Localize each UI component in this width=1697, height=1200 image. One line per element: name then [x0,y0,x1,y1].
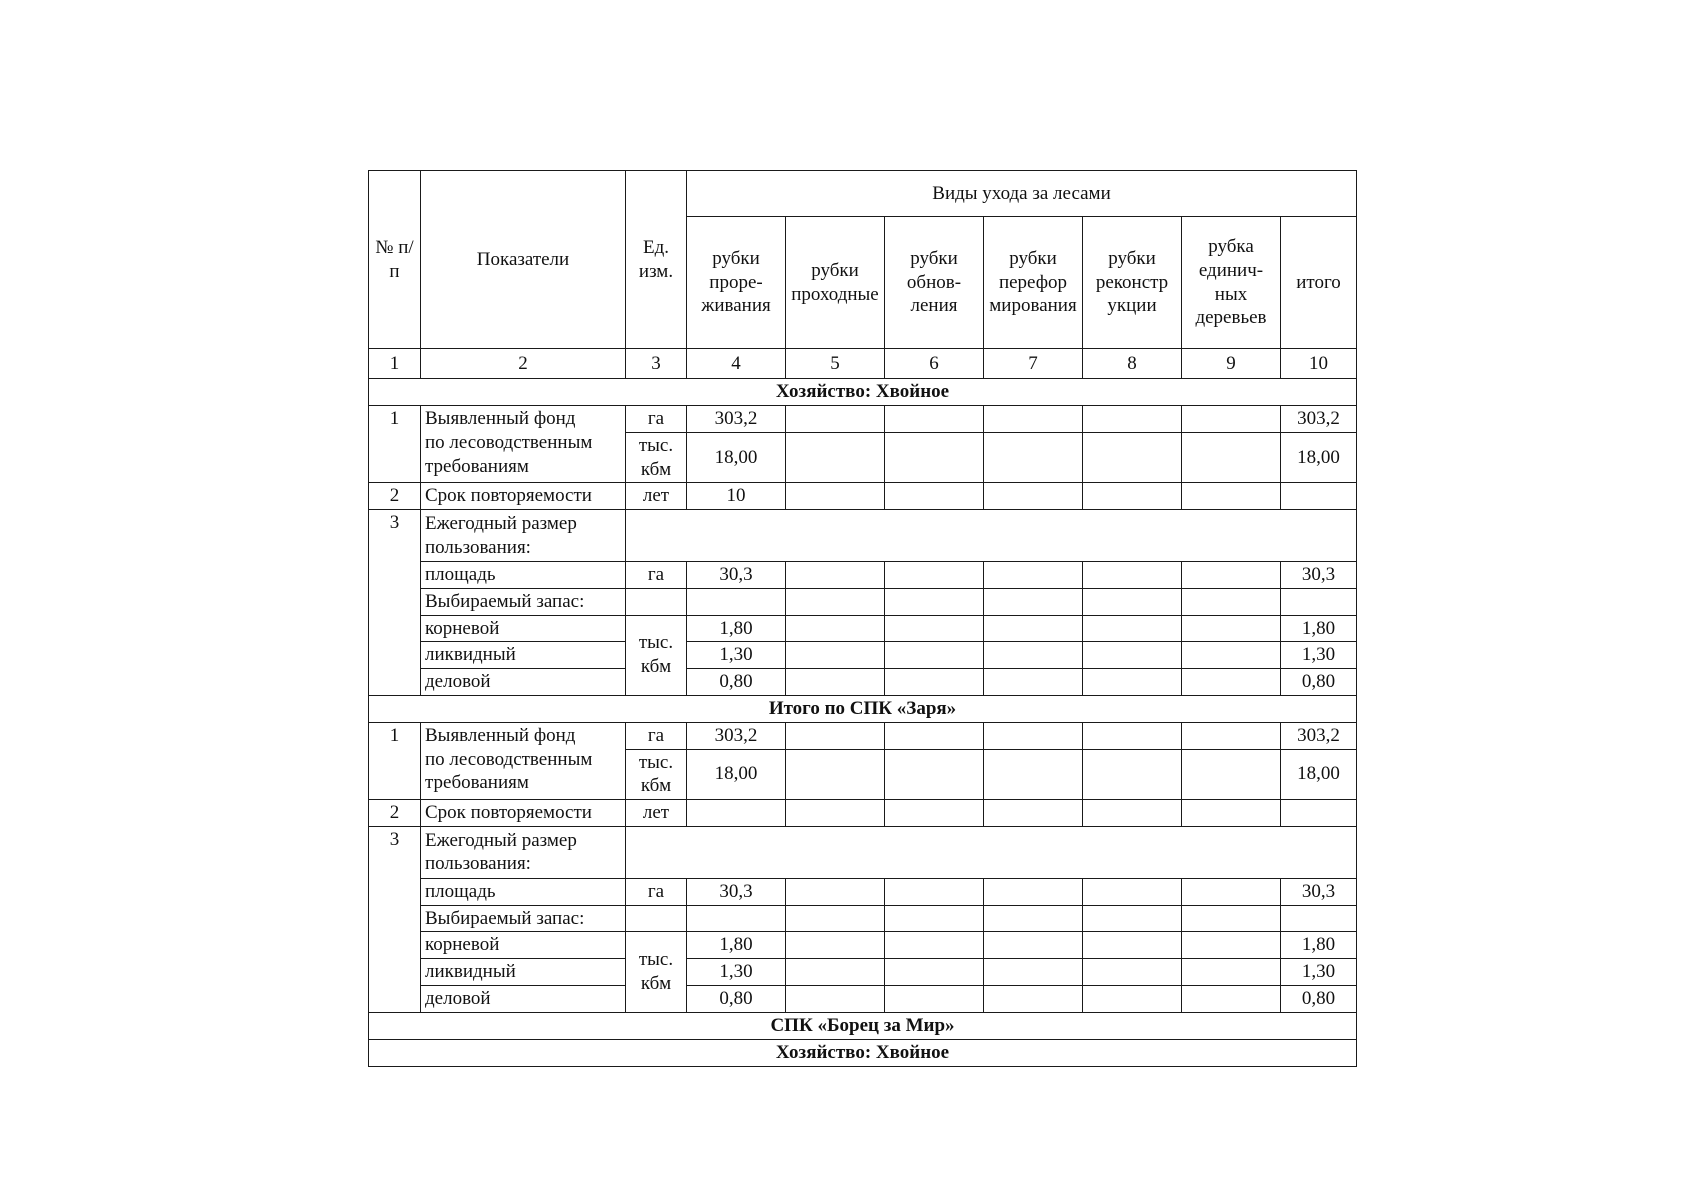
total-cell: 30,3 [1281,878,1357,905]
empty-cell [1281,800,1357,827]
empty-cell [1083,432,1182,483]
row-number: 2 [369,483,421,510]
value-cell: 1,80 [687,615,786,642]
empty-cell [786,669,885,696]
empty-cell [1182,985,1281,1012]
empty-cell [626,588,687,615]
empty-cell [1182,615,1281,642]
empty-cell [1182,800,1281,827]
unit-cell: лет [626,800,687,827]
unit-cell: лет [626,483,687,510]
empty-cell [1083,905,1182,932]
empty-cell [1083,800,1182,827]
column-number: 4 [687,349,786,379]
empty-cell [786,749,885,800]
indicator-business: деловой [421,985,626,1012]
unit-cell: га [626,878,687,905]
empty-cell [984,800,1083,827]
row-number: 3 [369,510,421,696]
indicator-area: площадь [421,562,626,589]
unit-cell: га [626,562,687,589]
total-cell: 30,3 [1281,562,1357,589]
indicator-fund [421,722,626,799]
indicator-fund-line1: Выявленный фонд [425,408,576,429]
row-number: 1 [369,406,421,483]
empty-cell [687,905,786,932]
unit-cell: тыс. кбм [626,749,687,800]
empty-cell [984,932,1083,959]
empty-cell [984,406,1083,433]
total-cell: 0,80 [1281,985,1357,1012]
empty-cell [786,932,885,959]
indicator-business: деловой [421,669,626,696]
unit-cell: тыс. кбм [626,432,687,483]
empty-cell [786,588,885,615]
indicator-annual: Ежегодный размер пользования: [421,826,626,878]
empty-cell [786,722,885,749]
value-cell: 0,80 [687,985,786,1012]
empty-cell [687,588,786,615]
empty-cell [885,985,984,1012]
indicator-fund-line3: требованиям [425,455,529,477]
empty-cell [984,878,1083,905]
header-type: рубки проходные [786,217,885,349]
empty-cell [1083,642,1182,669]
empty-cell [885,669,984,696]
empty-cell [984,959,1083,986]
indicator-root: корневой [421,615,626,642]
indicator-fund-line2: по лесоводственным [425,431,593,453]
empty-cell [885,588,984,615]
value-cell [687,800,786,827]
indicator-root: корневой [421,932,626,959]
empty-cell [1182,722,1281,749]
header-unit: Ед. изм. [626,171,687,349]
indicator-stock: Выбираемый запас: [421,588,626,615]
indicator-repeat: Срок повторяемости [421,483,626,510]
empty-cell [1083,959,1182,986]
column-number: 7 [984,349,1083,379]
empty-cell [1281,483,1357,510]
empty-cell [885,749,984,800]
header-num: № п/п [369,171,421,349]
empty-cell [1083,483,1182,510]
empty-cell [1182,432,1281,483]
header-type: итого [1281,217,1357,349]
value-cell: 1,30 [687,642,786,669]
column-number: 8 [1083,349,1182,379]
empty-cell [786,406,885,433]
forest-care-table [368,170,1357,1067]
section-title: СПК «Борец за Мир» [369,1012,1357,1039]
empty-cell [885,905,984,932]
empty-cell [1182,749,1281,800]
empty-cell [1182,642,1281,669]
empty-span-cell [626,510,1357,562]
column-number: 1 [369,349,421,379]
empty-cell [885,800,984,827]
section-title: Хозяйство: Хвойное [369,1039,1357,1066]
value-cell: 18,00 [687,749,786,800]
empty-cell [786,642,885,669]
value-cell: 1,80 [687,932,786,959]
empty-cell [984,669,1083,696]
empty-cell [984,722,1083,749]
section-title: Хозяйство: Хвойное [369,379,1357,406]
empty-cell [1182,878,1281,905]
empty-cell [1182,932,1281,959]
total-cell: 303,2 [1281,406,1357,433]
unit-cell: га [626,722,687,749]
column-number: 5 [786,349,885,379]
column-number: 3 [626,349,687,379]
empty-cell [1182,588,1281,615]
value-cell: 303,2 [687,406,786,433]
empty-cell [1182,905,1281,932]
empty-cell [1182,406,1281,433]
empty-cell [984,642,1083,669]
value-cell: 18,00 [687,432,786,483]
indicator-liquid: ликвидный [421,642,626,669]
header-indicators: Показатели [421,171,626,349]
empty-cell [786,432,885,483]
empty-cell [885,562,984,589]
empty-cell [1083,562,1182,589]
indicator-liquid: ликвидный [421,959,626,986]
total-cell: 1,30 [1281,642,1357,669]
empty-cell [1083,932,1182,959]
indicator-fund-line1: Выявленный фонд [425,724,576,746]
empty-cell [885,642,984,669]
empty-cell [984,905,1083,932]
total-cell: 18,00 [1281,432,1357,483]
empty-cell [885,615,984,642]
empty-cell [1083,985,1182,1012]
row-number: 2 [369,800,421,827]
empty-cell [1083,406,1182,433]
empty-cell [984,483,1083,510]
empty-cell [1083,669,1182,696]
empty-cell [1182,562,1281,589]
empty-cell [885,878,984,905]
empty-cell [786,905,885,932]
unit-cell: тыс. кбм [626,932,687,1012]
unit-cell: га [626,406,687,433]
header-type: рубки проре-живания [687,217,786,349]
indicator-area: площадь [421,878,626,905]
value-cell: 1,30 [687,959,786,986]
empty-cell [885,432,984,483]
empty-cell [786,878,885,905]
empty-cell [984,432,1083,483]
header-group: Виды ухода за лесами [687,171,1357,217]
empty-cell [1182,483,1281,510]
column-number: 10 [1281,349,1357,379]
empty-cell [786,959,885,986]
header-type: рубка единич-ных деревьев [1182,217,1281,349]
total-cell: 1,80 [1281,615,1357,642]
empty-cell [1281,588,1357,615]
empty-cell [1083,878,1182,905]
value-cell: 0,80 [687,669,786,696]
empty-cell [984,985,1083,1012]
empty-span-cell [626,826,1357,878]
empty-cell [1281,905,1357,932]
empty-cell [1083,588,1182,615]
empty-cell [984,562,1083,589]
empty-cell [984,749,1083,800]
indicator-fund-line2: по лесоводственным [425,748,593,770]
row-number: 3 [369,826,421,1012]
empty-cell [885,722,984,749]
value-cell: 10 [687,483,786,510]
header-type: рубки обнов-ления [885,217,984,349]
empty-cell [1083,615,1182,642]
column-number: 6 [885,349,984,379]
empty-cell [885,406,984,433]
empty-cell [626,905,687,932]
empty-cell [984,615,1083,642]
value-cell: 30,3 [687,878,786,905]
empty-cell [1083,749,1182,800]
header-type: рубки перефор мирования [984,217,1083,349]
indicator-stock: Выбираемый запас: [421,905,626,932]
empty-cell [786,985,885,1012]
column-number: 9 [1182,349,1281,379]
total-cell: 303,2 [1281,722,1357,749]
total-cell: 18,00 [1281,749,1357,800]
empty-cell [786,483,885,510]
total-cell: 1,30 [1281,959,1357,986]
empty-cell [786,562,885,589]
value-cell: 303,2 [687,722,786,749]
empty-cell [885,959,984,986]
total-cell: 0,80 [1281,669,1357,696]
indicator-fund-line3: требованиям [425,772,529,794]
empty-cell [885,932,984,959]
header-type: рубки реконстр укции [1083,217,1182,349]
empty-cell [885,483,984,510]
empty-cell [1083,722,1182,749]
indicator-annual: Ежегодный размер пользования: [421,510,626,562]
empty-cell [984,588,1083,615]
section-title: Итого по СПК «Заря» [369,695,1357,722]
empty-cell [786,615,885,642]
empty-cell [1182,669,1281,696]
indicator-repeat: Срок повторяемости [421,800,626,827]
column-number: 2 [421,349,626,379]
empty-cell [1182,959,1281,986]
row-number: 1 [369,722,421,799]
empty-cell [786,800,885,827]
total-cell: 1,80 [1281,932,1357,959]
indicator-fund [421,406,626,483]
unit-cell: тыс. кбм [626,615,687,695]
value-cell: 30,3 [687,562,786,589]
